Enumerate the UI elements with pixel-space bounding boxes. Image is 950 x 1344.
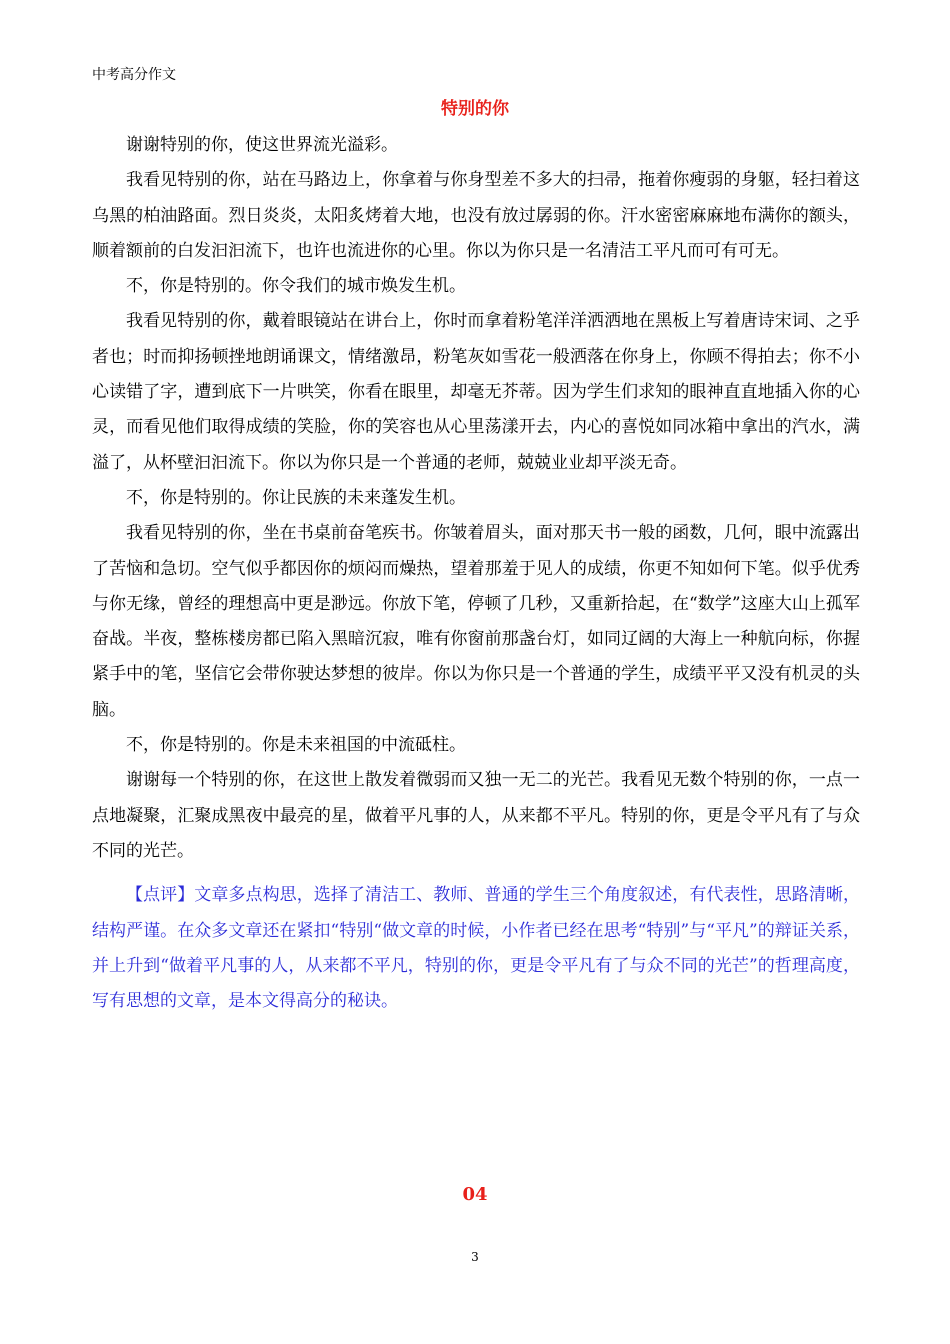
paragraph-8: 谢谢每一个特别的你，在这世上散发着微弱而又独一无二的光芒。我看见无数个特别的你，一点一点地凝聚，汇聚成黑夜中最亮的星，做着平凡事的人，从来都不平凡。特别的你，更是令平凡有了与众不同的光芒。 (92, 770, 860, 861)
essay-body (92, 128, 860, 1019)
review-comment: 【点评】文章多点构思，选择了清洁工、教师、普通的学生三个角度叙述，有代表性，思路清晰，结构严谨。在众多文章还在紧扣“特别“做文章的时候，小作者已经在思考“特别”与“平凡”的辩证关系，并上升到“做着平凡事的人，从来都不平凡，特别的你，更是令平凡有了与众不同的光芒”的哲理高度，写有思想的文章，是本文得高分的秘诀。 (92, 885, 860, 1012)
page-number: 3 (471, 1250, 479, 1264)
paragraph-5: 不，你是特别的。你让民族的未来蓬发生机。 (126, 487, 466, 508)
essay-title: 特别的你 (441, 99, 509, 119)
paragraph-2: 我看见特别的你，站在马路边上，你拿着与你身型差不多大的扫帚，拖着你瘦弱的身躯，轻扫着这乌黑的柏油路面。烈日炎炎，太阳炙烤着大地，也没有放过孱弱的你。汗水密密麻麻地布满你的额头，顺着额前的白发汩汩流下，也许也流进你的心里。你以为你只是一名清洁工平凡而可有可无。 (92, 170, 860, 261)
section-number: 04 (462, 1184, 488, 1205)
paragraph-1: 谢谢特别的你，使这世界流光溢彩。 (126, 135, 398, 155)
paragraph-3: 不，你是特别的。你令我们的城市焕发生机。 (126, 276, 466, 297)
paragraph-6: 我看见特别的你，坐在书桌前奋笔疾书。你皱着眉头，面对那天书一般的函数，几何，眼中流露出了苦恼和急切。空气似乎都因你的烦闷而燥热，望着那羞于见人的成绩，你更不知如何下笔。似乎优秀与你无缘，曾经的理想高中更是渺远。你放下笔，停顿了几秒，又重新拾起，在“数学”这座大山上孤军奋战。半夜，整栋楼房都已陷入黑暗沉寂，唯有你窗前那盏台灯，如同辽阔的大海上一种航向标，你握紧手中的笔，坚信它会带你驶达梦想的彼岸。你以为你只是一个普通的学生，成绩平平又没有机灵的头脑。 (92, 523, 860, 720)
page-header: 中考高分作文 (92, 67, 176, 83)
paragraph-4: 我看见特别的你，戴着眼镜站在讲台上，你时而拿着粉笔洋洋洒洒地在黑板上写着唐诗宋词、之乎者也；时而抑扬顿挫地朗诵课文，情绪激昂，粉笔灰如雪花一般洒落在你身上，你顾不得拍去；你不小心读错了字，遭到底下一片哄笑，你看在眼里，却毫无芥蒂。因为学生们求知的眼神直直地插入你的心灵，而看见他们取得成绩的笑脸，你的笑容也从心里荡漾开去，内心的喜悦如同冰箱中拿出的汽水，满溢了，从杯壁汩汩流下。你以为你只是一个普通的老师，兢兢业业却平淡无奇。 (92, 311, 860, 473)
paragraph-7: 不，你是特别的。你是未来祖国的中流砥柱。 (126, 735, 466, 756)
